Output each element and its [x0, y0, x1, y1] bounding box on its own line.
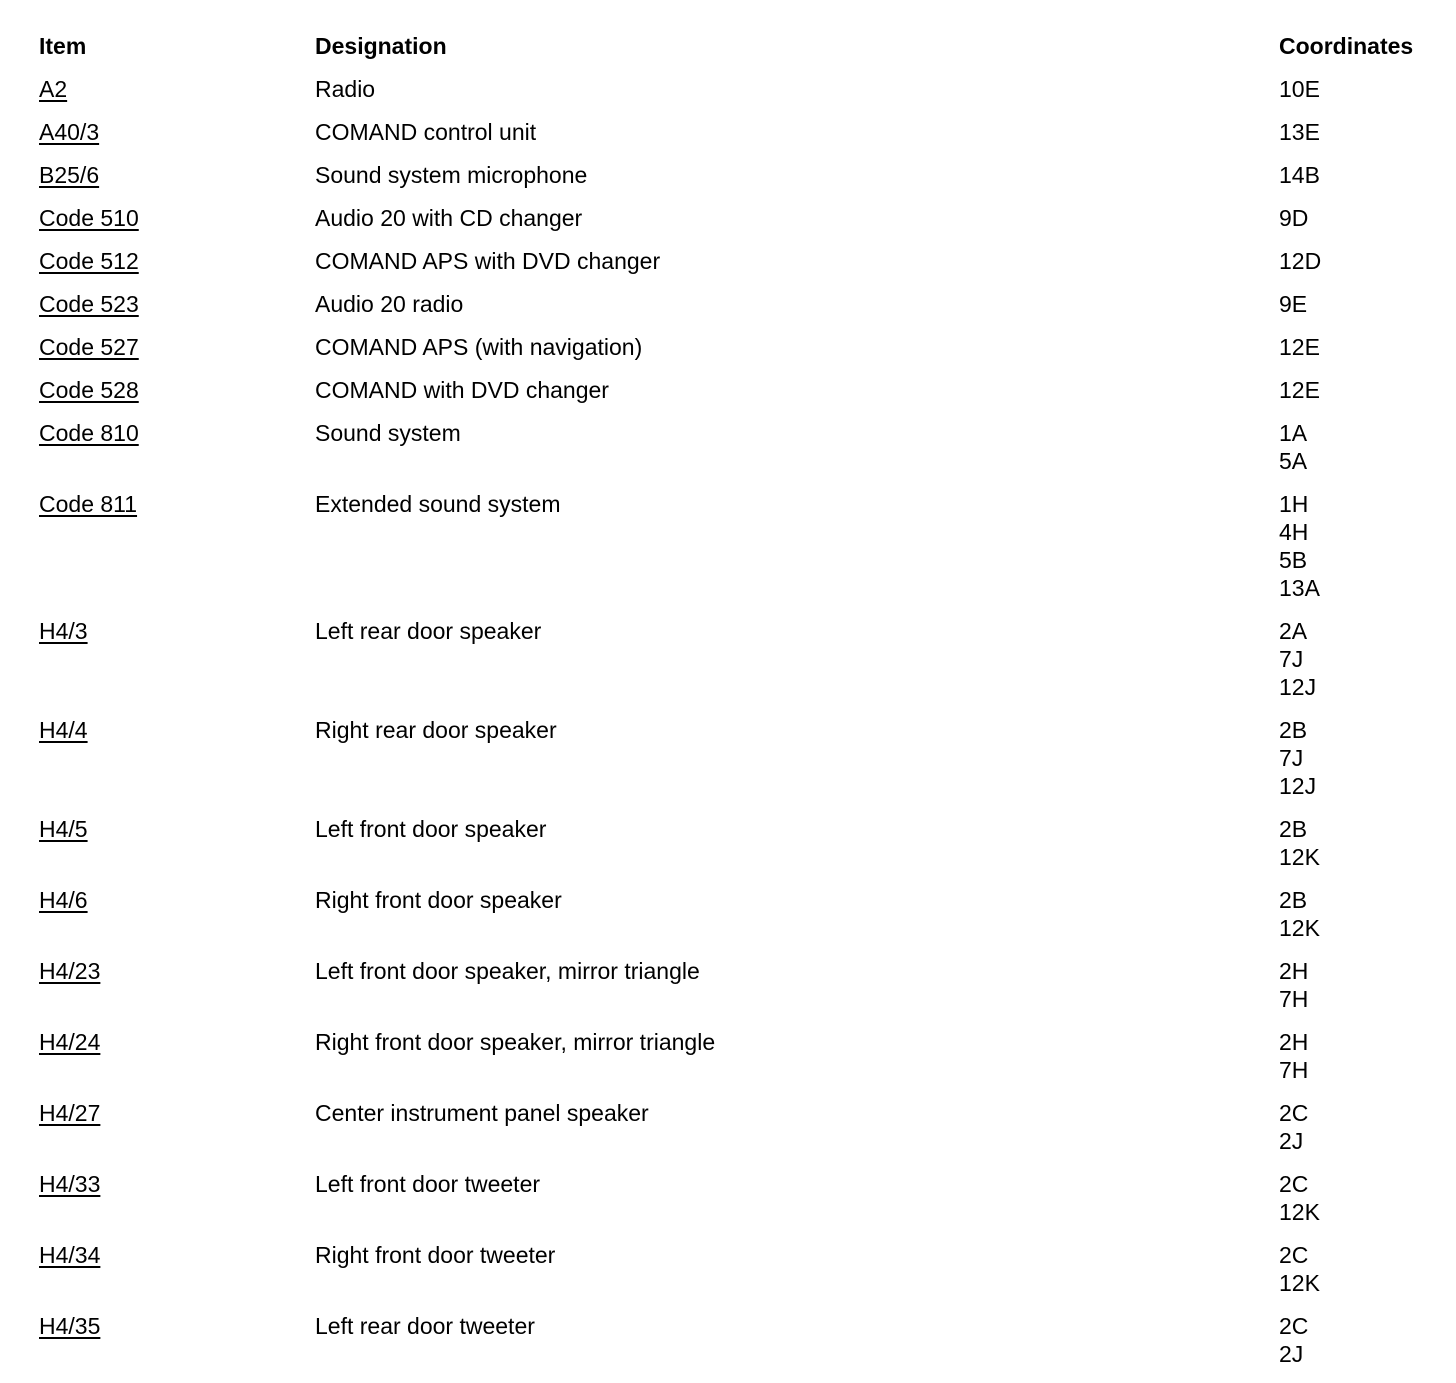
coordinate-value: 2C [1279, 1100, 1309, 1126]
item-link[interactable]: H4/35 [39, 1313, 101, 1339]
item-cell [39, 333, 315, 361]
coordinates-cell [1279, 1170, 1439, 1226]
designation-cell: COMAND APS (with navigation) [315, 334, 643, 360]
coordinate-value: 7J [1279, 646, 1304, 672]
item-link[interactable]: H4/34 [39, 1242, 101, 1268]
designation-cell: COMAND APS with DVD changer [315, 248, 661, 274]
coordinate-value: 12J [1279, 773, 1317, 799]
item-link[interactable]: Code 528 [39, 377, 139, 403]
coordinates-cell [1279, 247, 1439, 275]
table-row [39, 815, 1439, 871]
coordinate-value: 2H [1279, 1029, 1309, 1055]
coordinate-value: 4H [1279, 519, 1309, 545]
coordinates-cell [1279, 290, 1439, 318]
designation-cell: Audio 20 with CD changer [315, 205, 583, 231]
coordinates-column-header: Coordinates [1279, 33, 1414, 59]
table-row [39, 247, 1439, 275]
item-link[interactable]: H4/33 [39, 1171, 101, 1197]
item-link[interactable]: H4/23 [39, 958, 101, 984]
designation-cell: Left front door tweeter [315, 1171, 541, 1197]
coordinate-value: 2B [1279, 816, 1308, 842]
table-row [39, 419, 1439, 475]
coordinates-cell [1279, 161, 1439, 189]
item-cell [39, 1312, 315, 1340]
item-cell [39, 1028, 315, 1056]
item-link[interactable]: Code 810 [39, 420, 139, 446]
coordinate-value: 5A [1279, 448, 1308, 474]
designation-cell: Sound system microphone [315, 162, 588, 188]
coordinate-value: 2A [1279, 618, 1308, 644]
coordinates-cell [1279, 1312, 1439, 1368]
designation-cell: Left front door speaker, mirror triangle [315, 958, 700, 984]
coordinate-value: 7J [1279, 745, 1304, 771]
item-link[interactable]: H4/3 [39, 618, 88, 644]
item-link[interactable]: Code 512 [39, 248, 139, 274]
coordinates-cell [1279, 886, 1439, 942]
table-row [39, 1099, 1439, 1155]
coordinate-value: 2J [1279, 1341, 1304, 1367]
table-row [39, 290, 1439, 318]
coordinate-value: 12E [1279, 334, 1320, 360]
coordinate-value: 12K [1279, 1270, 1320, 1296]
coordinate-value: 2B [1279, 887, 1308, 913]
coordinate-value: 1A [1279, 420, 1308, 446]
coordinates-cell [1279, 204, 1439, 232]
item-link[interactable]: H4/6 [39, 887, 88, 913]
coordinate-value: 13E [1279, 119, 1320, 145]
item-cell [39, 957, 315, 985]
coordinate-value: 12J [1279, 674, 1317, 700]
designation-cell: Right front door tweeter [315, 1242, 556, 1268]
table-row [39, 161, 1439, 189]
coordinates-cell [1279, 118, 1439, 146]
table-row [39, 204, 1439, 232]
coordinates-cell [1279, 957, 1439, 1013]
coordinate-value: 13A [1279, 575, 1320, 601]
item-cell [39, 118, 315, 146]
item-cell [39, 1099, 315, 1127]
designation-cell: Right front door speaker, mirror triangle [315, 1029, 716, 1055]
designation-cell: Right rear door speaker [315, 717, 557, 743]
designation-cell: Radio [315, 76, 376, 102]
coordinates-cell [1279, 75, 1439, 103]
table-row [39, 957, 1439, 1013]
designation-cell: Left rear door speaker [315, 618, 542, 644]
item-cell [39, 161, 315, 189]
coordinate-value: 1H [1279, 491, 1309, 517]
coordinate-value: 2C [1279, 1242, 1309, 1268]
designation-column-header: Designation [315, 33, 447, 59]
coordinates-cell [1279, 617, 1439, 701]
item-cell [39, 815, 315, 843]
table-body [39, 75, 1439, 1368]
coordinates-cell [1279, 419, 1439, 475]
item-link[interactable]: A2 [39, 76, 68, 102]
coordinates-cell [1279, 1241, 1439, 1297]
item-link[interactable]: H4/27 [39, 1100, 101, 1126]
item-link[interactable]: Code 811 [39, 491, 138, 517]
item-column-header: Item [39, 33, 87, 59]
table-row [39, 376, 1439, 404]
designation-cell: COMAND control unit [315, 119, 537, 145]
coordinates-cell [1279, 716, 1439, 800]
coordinate-value: 14B [1279, 162, 1320, 188]
coordinate-value: 12K [1279, 915, 1320, 941]
item-link[interactable]: H4/24 [39, 1029, 101, 1055]
coordinate-value: 5B [1279, 547, 1308, 573]
coordinates-cell [1279, 815, 1439, 871]
coordinate-value: 10E [1279, 76, 1320, 102]
designation-cell: Audio 20 radio [315, 291, 464, 317]
item-cell [39, 617, 315, 645]
table-row [39, 333, 1439, 361]
item-cell [39, 886, 315, 914]
coordinate-value: 12K [1279, 844, 1320, 870]
table-row [39, 75, 1439, 103]
designation-cell: Center instrument panel speaker [315, 1100, 649, 1126]
coordinates-cell [1279, 376, 1439, 404]
component-legend-table [39, 32, 1439, 1383]
item-cell [39, 716, 315, 744]
coordinates-cell [1279, 1028, 1439, 1084]
item-link[interactable]: Code 527 [39, 334, 139, 360]
coordinate-value: 12E [1279, 377, 1320, 403]
item-link[interactable]: H4/5 [39, 816, 88, 842]
item-cell [39, 419, 315, 447]
item-link[interactable]: Code 510 [39, 205, 139, 231]
table-row [39, 886, 1439, 942]
designation-cell: Left rear door tweeter [315, 1313, 535, 1339]
item-link[interactable]: A40/3 [39, 119, 100, 145]
coordinate-value: 2B [1279, 717, 1308, 743]
item-cell [39, 247, 315, 275]
table-row [39, 1241, 1439, 1297]
coordinate-value: 12D [1279, 248, 1322, 274]
item-link[interactable]: Code 523 [39, 291, 139, 317]
item-link[interactable]: B25/6 [39, 162, 100, 188]
coordinates-cell [1279, 1099, 1439, 1155]
table-row [39, 118, 1439, 146]
item-cell [39, 1241, 315, 1269]
item-cell [39, 75, 315, 103]
coordinate-value: 2C [1279, 1313, 1309, 1339]
coordinate-value: 9D [1279, 205, 1309, 231]
coordinates-cell [1279, 490, 1439, 602]
item-cell [39, 490, 315, 518]
coordinate-value: 2C [1279, 1171, 1309, 1197]
item-cell [39, 290, 315, 318]
coordinate-value: 7H [1279, 986, 1309, 1012]
table-row [39, 1028, 1439, 1084]
designation-cell: Right front door speaker [315, 887, 562, 913]
coordinate-value: 9E [1279, 291, 1308, 317]
item-link[interactable]: H4/4 [39, 717, 88, 743]
item-cell [39, 376, 315, 404]
table-row [39, 1170, 1439, 1226]
designation-cell: COMAND with DVD changer [315, 377, 609, 403]
item-cell [39, 1170, 315, 1198]
coordinates-cell [1279, 333, 1439, 361]
table-row [39, 1312, 1439, 1368]
coordinate-value: 7H [1279, 1057, 1309, 1083]
coordinate-value: 2J [1279, 1128, 1304, 1154]
coordinate-value: 2H [1279, 958, 1309, 984]
table-header-row [39, 32, 1439, 60]
item-cell [39, 204, 315, 232]
designation-cell: Extended sound system [315, 491, 561, 517]
table-row [39, 490, 1439, 602]
designation-cell: Sound system [315, 420, 461, 446]
table-row [39, 716, 1439, 800]
coordinate-value: 12K [1279, 1199, 1320, 1225]
table-row [39, 617, 1439, 701]
designation-cell: Left front door speaker [315, 816, 547, 842]
